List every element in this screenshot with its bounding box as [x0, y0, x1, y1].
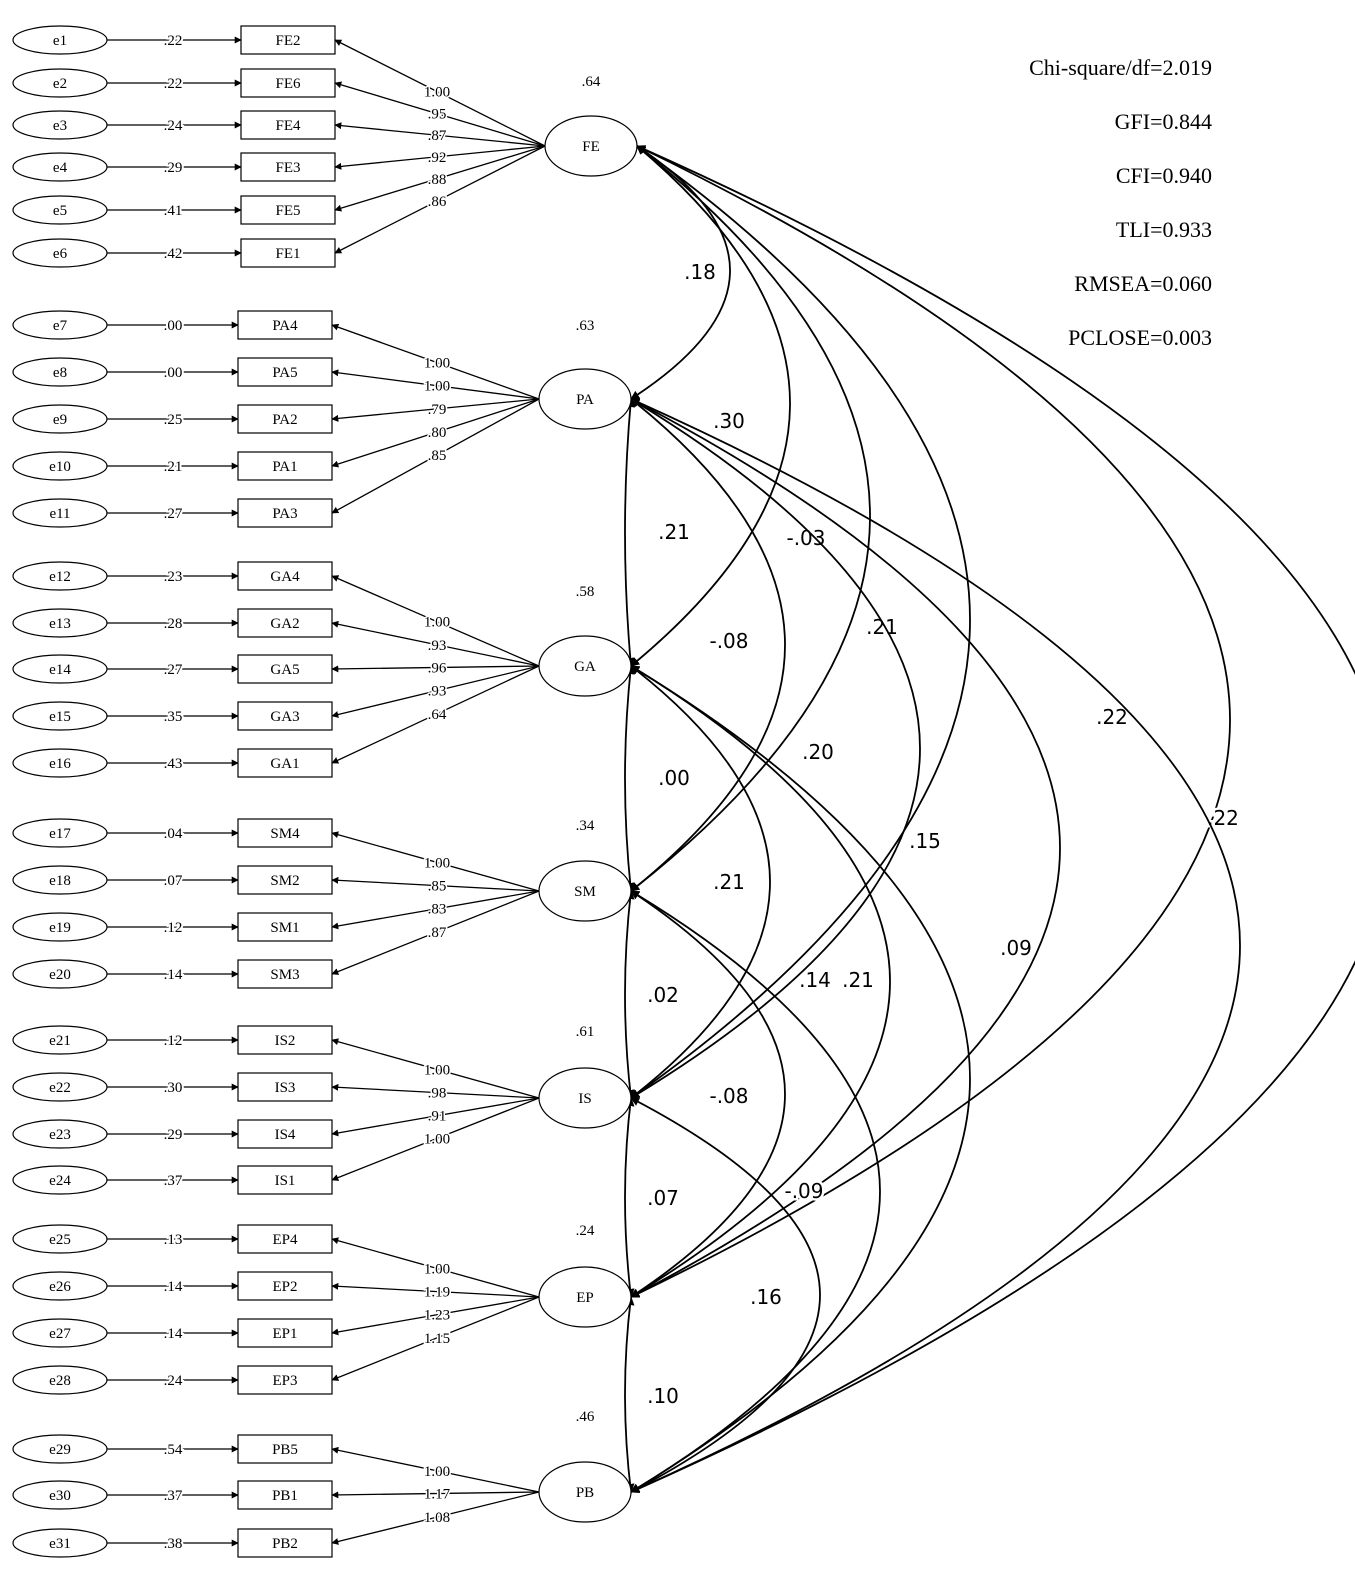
factor-label: EP: [576, 1290, 594, 1306]
indicator-box: [238, 1120, 332, 1148]
error-label: e15: [49, 709, 71, 725]
error-value: .35: [163, 709, 183, 725]
factor-r2: .34: [575, 818, 595, 834]
error-value: .37: [163, 1488, 183, 1504]
error-value: .13: [163, 1232, 183, 1248]
factor-r2: .63: [575, 318, 595, 334]
error-value: .14: [163, 1326, 183, 1342]
indicator-label: FE3: [275, 160, 301, 176]
loading-value: 1.15: [423, 1330, 451, 1347]
indicator-label: GA1: [270, 756, 300, 772]
indicator-box: [241, 26, 335, 54]
error-value: .07: [163, 873, 183, 889]
error-term: [13, 1435, 107, 1463]
indicator-label: FE5: [275, 203, 301, 219]
indicator-box: [238, 405, 332, 433]
error-label: e10: [49, 459, 71, 475]
indicator-label: EP4: [272, 1232, 298, 1248]
error-term: [13, 1366, 107, 1394]
indicator-box: [238, 1319, 332, 1347]
error-value: .00: [163, 318, 183, 334]
factor-label: GA: [574, 659, 596, 675]
factor-label: PB: [575, 1485, 595, 1501]
error-term: [13, 913, 107, 941]
error-value: .22: [163, 76, 183, 92]
indicator-label: PA1: [272, 459, 298, 475]
loading-value: .79: [427, 401, 447, 418]
indicator-box: [238, 913, 332, 941]
error-label: e4: [52, 160, 68, 176]
loading-value: .93: [427, 683, 447, 700]
loading-value: 1.00: [423, 355, 451, 372]
latent-factor: [539, 369, 631, 429]
error-value: .14: [163, 1279, 183, 1295]
fit-index: RMSEA=0.060: [1074, 271, 1212, 296]
error-label: e30: [49, 1488, 71, 1504]
indicator-box: [238, 1529, 332, 1557]
indicator-box: [238, 499, 332, 527]
loading-value: .98: [427, 1085, 447, 1102]
error-term: [13, 866, 107, 894]
latent-factor: [539, 1267, 631, 1327]
loading-value: .91: [427, 1108, 447, 1125]
loading-value: .92: [427, 149, 447, 166]
error-value: .42: [163, 246, 183, 262]
indicator-label: IS3: [274, 1080, 296, 1096]
error-value: .04: [163, 826, 183, 842]
indicator-box: [238, 452, 332, 480]
error-term: [13, 1120, 107, 1148]
loading-value: .87: [427, 924, 447, 941]
correlation-value: -.08: [709, 629, 749, 653]
correlation-value: .21: [866, 615, 898, 639]
error-term: [13, 196, 107, 224]
indicator-box: [238, 609, 332, 637]
indicator-label: GA2: [270, 616, 300, 632]
indicator-box: [238, 358, 332, 386]
error-value: .27: [163, 506, 183, 522]
indicator-label: SM3: [270, 967, 300, 983]
correlation-curve: [625, 1297, 631, 1492]
indicator-label: IS1: [274, 1173, 296, 1189]
indicator-box: [238, 1073, 332, 1101]
error-term: [13, 311, 107, 339]
correlation-value: .07: [647, 1186, 679, 1210]
loading-value: .85: [427, 878, 447, 895]
indicator-label: IS4: [274, 1127, 296, 1143]
indicator-label: PB1: [272, 1488, 298, 1504]
indicator-label: GA4: [270, 569, 300, 585]
latent-factor: [539, 1462, 631, 1522]
factor-r2: .58: [575, 584, 595, 600]
loading-value: 1.00: [423, 614, 451, 631]
loading-value: .80: [427, 425, 447, 442]
error-label: e5: [52, 203, 68, 219]
fit-index: PCLOSE=0.003: [1068, 325, 1212, 350]
indicator-label: SM2: [270, 873, 300, 889]
correlation-curve: [631, 146, 1355, 1492]
factor-r2: .46: [575, 1409, 595, 1425]
correlation-curve: [631, 146, 790, 666]
loading-value: .86: [427, 194, 447, 211]
error-term: [13, 405, 107, 433]
factor-label: PA: [576, 392, 594, 408]
loading-value: 1.17: [423, 1486, 451, 1503]
error-term: [13, 26, 107, 54]
indicator-label: FE1: [275, 246, 301, 262]
error-label: e6: [52, 246, 68, 262]
indicator-box: [238, 311, 332, 339]
error-term: [13, 69, 107, 97]
indicator-box: [241, 153, 335, 181]
factor-label: IS: [578, 1091, 592, 1107]
error-label: e29: [49, 1442, 71, 1458]
indicator-box: [241, 111, 335, 139]
error-label: e9: [52, 412, 68, 428]
indicator-label: EP1: [272, 1326, 298, 1342]
error-label: e21: [49, 1033, 71, 1049]
correlation-value: -.08: [709, 1084, 749, 1108]
loading-value: .96: [427, 660, 447, 677]
error-term: [13, 960, 107, 988]
indicator-box: [238, 1366, 332, 1394]
error-label: e24: [49, 1173, 71, 1189]
correlation-value: .22: [1096, 705, 1128, 729]
error-label: e25: [49, 1232, 71, 1248]
error-value: .38: [163, 1536, 183, 1552]
indicator-label: FE4: [275, 118, 301, 134]
factor-label: SM: [574, 884, 596, 900]
error-term: [13, 1529, 107, 1557]
fit-index: TLI=0.933: [1115, 217, 1212, 242]
error-term: [13, 452, 107, 480]
indicator-label: SM1: [270, 920, 300, 936]
loading-value: .87: [427, 128, 447, 145]
loading-value: 1.00: [423, 84, 451, 101]
indicator-label: IS2: [274, 1033, 296, 1049]
correlation-value: .02: [647, 983, 679, 1007]
error-term: [13, 1073, 107, 1101]
loading-value: .93: [427, 637, 447, 654]
error-value: .12: [163, 1033, 183, 1049]
correlation-value: -.09: [784, 1179, 824, 1203]
indicator-label: PA2: [272, 412, 298, 428]
error-term: [13, 153, 107, 181]
loading-value: 1.08: [423, 1510, 451, 1527]
correlation-curve: [631, 146, 970, 1098]
error-term: [13, 111, 107, 139]
indicator-label: GA3: [270, 709, 300, 725]
indicator-label: PB2: [272, 1536, 298, 1552]
error-value: .22: [163, 33, 183, 49]
error-label: e19: [49, 920, 71, 936]
correlation-curve: [631, 1098, 820, 1492]
correlation-curve: [625, 666, 631, 891]
error-value: .54: [163, 1442, 183, 1458]
error-label: e23: [49, 1127, 71, 1143]
correlation-value: .18: [684, 260, 716, 284]
indicator-box: [238, 749, 332, 777]
error-value: .27: [163, 662, 183, 678]
correlation-curve: [631, 399, 1060, 1297]
loading-value: 1.00: [423, 855, 451, 872]
indicator-box: [238, 866, 332, 894]
correlation-value: .16: [750, 1285, 782, 1309]
error-term: [13, 1026, 107, 1054]
latent-factor: [539, 1068, 631, 1128]
loading-value: .85: [427, 448, 447, 465]
indicator-box: [241, 239, 335, 267]
correlation-layer: [625, 146, 1355, 1492]
correlation-value: .09: [1000, 936, 1032, 960]
error-term: [13, 655, 107, 683]
loading-value: 1.00: [423, 378, 451, 395]
error-label: e7: [52, 318, 68, 334]
correlation-curve: [625, 891, 631, 1098]
error-value: .12: [163, 920, 183, 936]
error-value: .21: [163, 459, 183, 475]
error-term: [13, 749, 107, 777]
loading-value: 1.23: [423, 1307, 451, 1324]
latent-factor: [539, 861, 631, 921]
indicator-box: [241, 69, 335, 97]
indicator-label: FE2: [275, 33, 301, 49]
correlation-value: .22: [1207, 806, 1239, 830]
loading-value: 1.19: [423, 1284, 451, 1301]
loading-value: 1.00: [423, 1062, 451, 1079]
correlation-value: .00: [658, 766, 690, 790]
indicator-label: EP3: [272, 1373, 298, 1389]
indicator-label: PA5: [272, 365, 298, 381]
correlation-curve: [625, 1098, 631, 1297]
latent-factor: [545, 116, 637, 176]
indicator-label: GA5: [270, 662, 300, 678]
error-label: e22: [49, 1080, 71, 1096]
correlation-value: .21: [658, 520, 690, 544]
error-term: [13, 1272, 107, 1300]
error-label: e31: [49, 1536, 71, 1552]
error-value: .00: [163, 365, 183, 381]
error-label: e12: [49, 569, 71, 585]
error-label: e1: [52, 33, 68, 49]
error-term: [13, 239, 107, 267]
error-term: [13, 702, 107, 730]
error-label: e2: [52, 76, 68, 92]
error-value: .24: [163, 1373, 183, 1389]
fit-indices: [1029, 55, 1212, 350]
error-value: .37: [163, 1173, 183, 1189]
indicator-box: [238, 1435, 332, 1463]
error-label: e26: [49, 1279, 71, 1295]
factor-r2: .64: [581, 74, 601, 90]
fit-index: Chi-square/df=2.019: [1029, 55, 1212, 80]
loading-value: .88: [427, 171, 447, 188]
error-term: [13, 1225, 107, 1253]
indicator-box: [238, 819, 332, 847]
indicator-box: [238, 1026, 332, 1054]
error-label: e13: [49, 616, 71, 632]
indicator-box: [238, 702, 332, 730]
error-value: .25: [163, 412, 183, 428]
correlation-curve: [625, 399, 631, 666]
indicator-box: [238, 1481, 332, 1509]
correlation-value: .21: [713, 870, 745, 894]
error-value: .24: [163, 118, 183, 134]
correlation-curve: [631, 146, 1230, 1297]
indicator-box: [238, 960, 332, 988]
loading-value: 1.00: [423, 1131, 451, 1148]
error-label: e3: [52, 118, 68, 134]
error-label: e8: [52, 365, 68, 381]
correlation-value: .14: [799, 968, 831, 992]
error-label: e27: [49, 1326, 71, 1342]
error-value: .43: [163, 756, 183, 772]
correlation-value: .10: [647, 1384, 679, 1408]
error-label: e28: [49, 1373, 71, 1389]
error-label: e17: [49, 826, 71, 842]
correlation-curve: [631, 666, 770, 1098]
indicator-box: [238, 655, 332, 683]
correlation-value: -.03: [786, 526, 826, 550]
error-value: .41: [163, 203, 183, 219]
indicator-box: [241, 196, 335, 224]
loading-value: .83: [427, 901, 447, 918]
indicator-label: FE6: [275, 76, 301, 92]
correlation-curve: [631, 891, 785, 1297]
fit-index: CFI=0.940: [1115, 163, 1212, 188]
correlation-value: .21: [842, 968, 874, 992]
factor-r2: .61: [575, 1024, 595, 1040]
node-layer: [13, 26, 637, 1557]
indicator-label: PA3: [272, 506, 298, 522]
fit-index: GFI=0.844: [1114, 109, 1212, 134]
factor-label: FE: [582, 139, 600, 155]
latent-factor: [539, 636, 631, 696]
indicator-box: [238, 562, 332, 590]
factor-r2: .24: [575, 1223, 595, 1239]
error-term: [13, 499, 107, 527]
indicator-box: [238, 1272, 332, 1300]
error-label: e11: [49, 506, 71, 522]
error-value: .28: [163, 616, 183, 632]
error-value: .23: [163, 569, 183, 585]
correlation-value: .15: [909, 829, 941, 853]
indicator-label: PA4: [272, 318, 298, 334]
error-value: .14: [163, 967, 183, 983]
correlation-value: .30: [713, 409, 745, 433]
indicator-box: [238, 1225, 332, 1253]
loading-value: 1.00: [423, 1261, 451, 1278]
indicator-box: [238, 1166, 332, 1194]
indicator-label: SM4: [270, 826, 300, 842]
error-value: .30: [163, 1080, 183, 1096]
error-label: e18: [49, 873, 71, 889]
error-label: e14: [49, 662, 71, 678]
error-value: .29: [163, 1127, 183, 1143]
correlation-value: .20: [802, 740, 834, 764]
indicator-label: PB5: [272, 1442, 298, 1458]
error-term: [13, 1481, 107, 1509]
error-term: [13, 819, 107, 847]
error-term: [13, 562, 107, 590]
error-label: e16: [49, 756, 71, 772]
error-label: e20: [49, 967, 71, 983]
error-term: [13, 1166, 107, 1194]
error-term: [13, 1319, 107, 1347]
loading-value: .64: [427, 706, 447, 723]
error-value: .29: [163, 160, 183, 176]
error-term: [13, 358, 107, 386]
loading-value: .95: [427, 106, 447, 123]
error-term: [13, 609, 107, 637]
indicator-label: EP2: [272, 1279, 298, 1295]
loading-value: 1.00: [423, 1463, 451, 1480]
